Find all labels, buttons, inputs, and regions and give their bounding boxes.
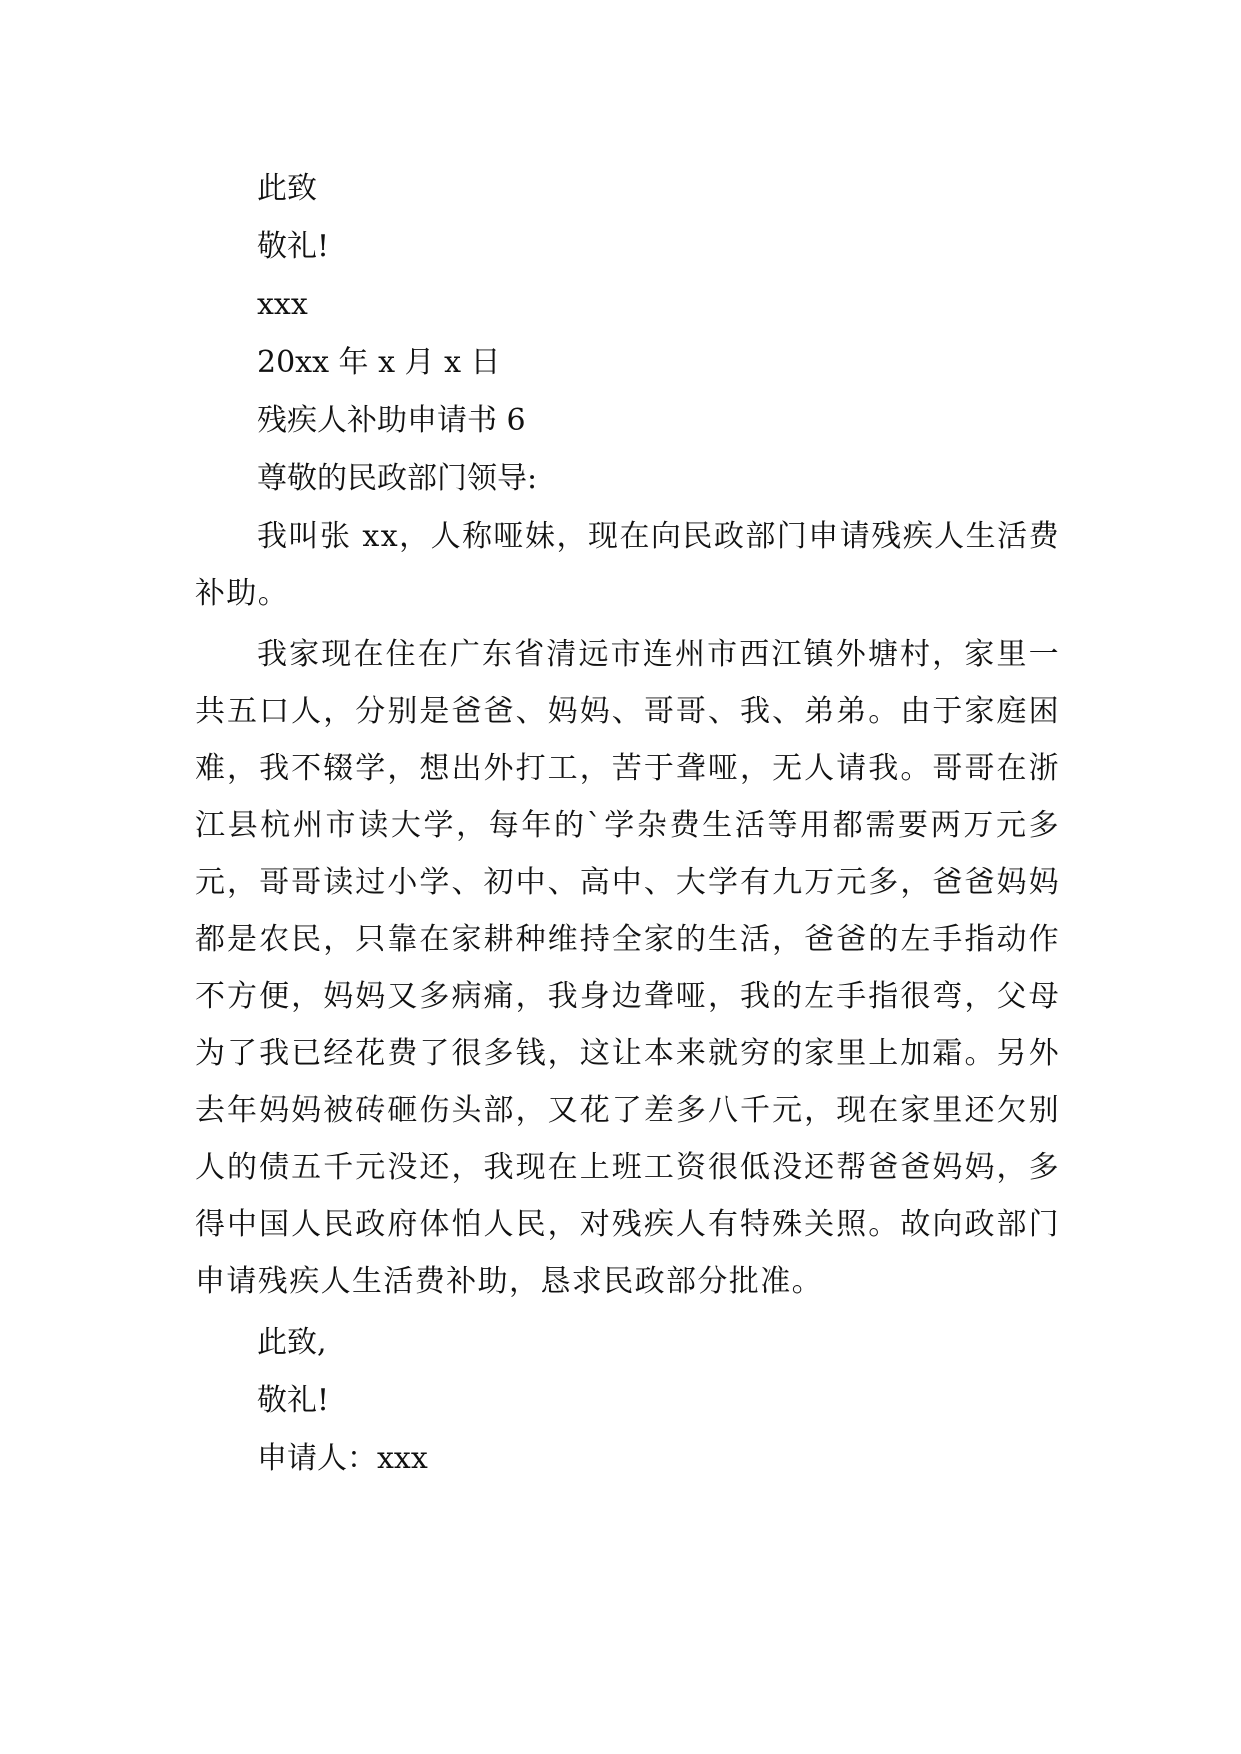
- body-paragraph-2: 我家现在住在广东省清远市连州市西江镇外塘村，家里一共五口人，分别是爸爸、妈妈、哥哥、我、弟弟。由于家庭困难，我不辍学，想出外打工，苦于聋哑，无人请我。哥哥在浙江县杭州市读大学，每年的`学杂费生活等用都需要两万元多元，哥哥读过小学、初中、高中、大学有九万元多，爸爸妈妈都是农民，只靠在家耕种维持全家的生活，爸爸的左手指动作不方便，妈妈又多病痛，我身边聋哑，我的左手指很弯，父母为了我已经花费了很多钱，这让本来就穷的家里上加霜。另外去年妈妈被砖砸伤头部，又花了差多八千元，现在家里还欠别人的债五千元没还，我现在上班工资很低没还帮爸爸妈妈，多得中国人民政府体怕人民，对残疾人有特殊关照。故向政部门申请残疾人生活费补助，恳求民政部分批准。: [195, 637, 1060, 1299]
- closing2-salutation: 此致,: [257, 1325, 327, 1360]
- closing-name: xxx: [257, 287, 308, 322]
- body-paragraph-1: 我叫张 xx，人称哑妹，现在向民政部门申请残疾人生活费补助。: [195, 519, 1060, 611]
- section-title: 残疾人补助申请书 6: [257, 403, 526, 438]
- closing2-regards: 敬礼!: [257, 1383, 330, 1418]
- closing-date: 20xx 年 x 月 x 日: [257, 345, 501, 380]
- greeting: 尊敬的民政部门领导:: [257, 461, 538, 496]
- applicant-signature: 申请人：xxx: [257, 1441, 428, 1476]
- closing-regards: 敬礼!: [257, 229, 330, 264]
- closing-salutation: 此致: [257, 171, 317, 206]
- document-content: [195, 160, 1060, 1488]
